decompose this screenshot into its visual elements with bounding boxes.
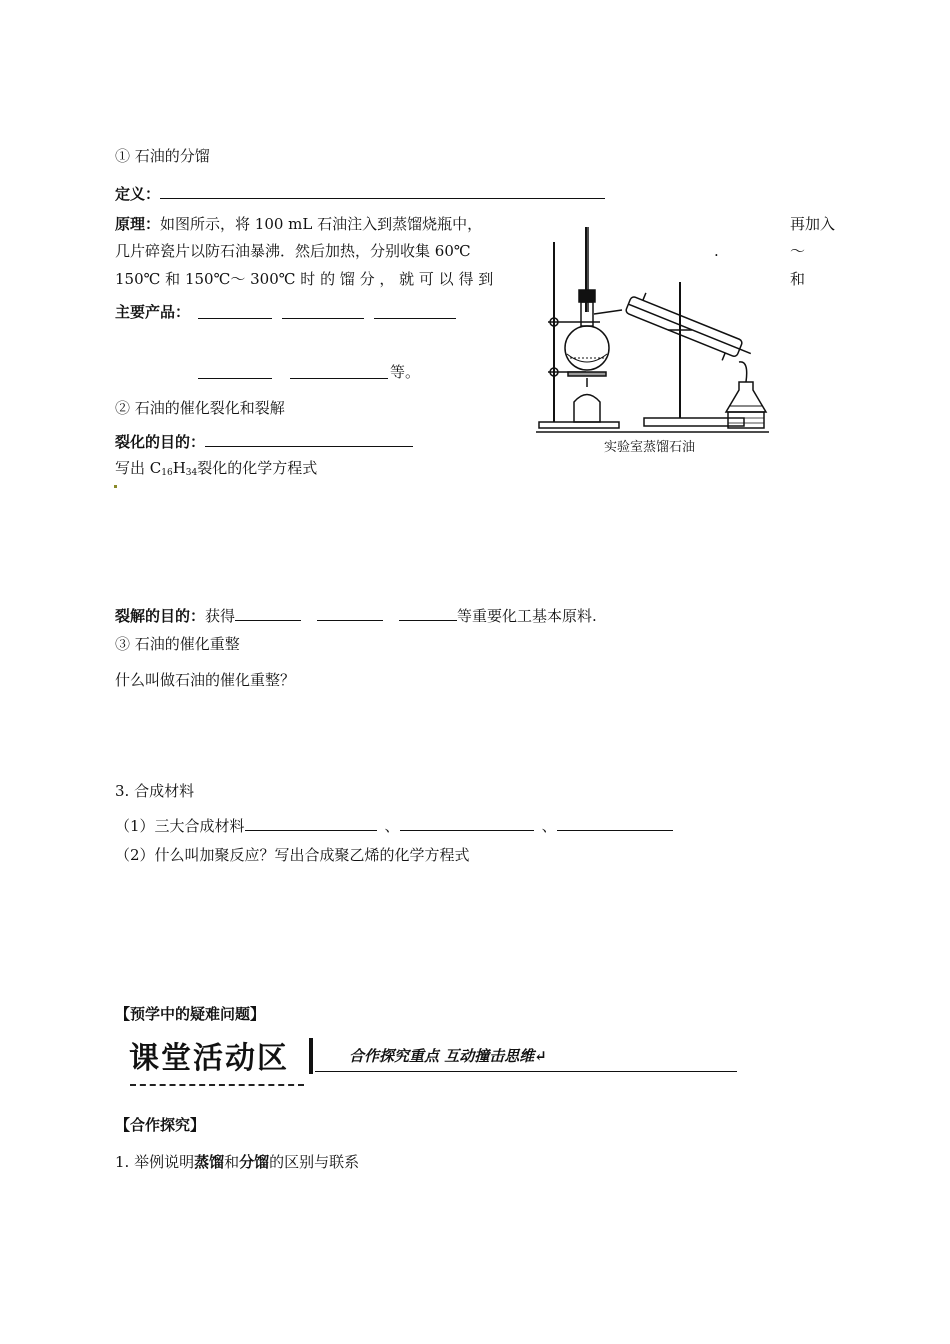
difficult-questions-title: 【预学中的疑难问题】 [115, 1005, 266, 1023]
principle-line-2-dot: . [714, 242, 719, 260]
principle-text-1: 如图所示，将 100 mL 石油注入到蒸馏烧瓶中， [160, 215, 483, 233]
reforming-question: 什么叫做石油的催化重整？ [115, 671, 296, 689]
product-blank-5[interactable] [290, 362, 388, 379]
synthetic-materials-item-2: （2）什么叫加聚反应？写出合成聚乙烯的化学方程式 [115, 846, 470, 864]
principle-line-3: 150℃ 和 150℃～ 300℃ 时 的 馏 分 ， 就 可 以 得 到 [115, 270, 494, 288]
receiving-flask [726, 382, 766, 412]
pyrolysis-blank-2[interactable] [317, 604, 383, 621]
q1-suffix: 的区别与联系 [269, 1153, 360, 1171]
formula-h: H [172, 459, 186, 477]
pyrolysis-text-end: 等重要化工基本原料. [457, 607, 597, 625]
product-blank-4[interactable] [198, 362, 272, 379]
banner-underline [315, 1071, 737, 1072]
definition-label: 定义： [115, 185, 161, 203]
banner-divider [309, 1038, 313, 1074]
separator-2: 、 [541, 817, 557, 835]
synthetic-materials-title: 3. 合成材料 [115, 782, 195, 800]
cracking-purpose-row [115, 430, 413, 452]
section-title-fractionation: ① 石油的分馏 [115, 147, 210, 165]
products-row [115, 302, 190, 322]
products-suffix: 等。 [390, 363, 421, 381]
section-title-cracking: ② 石油的催化裂化和裂解 [115, 399, 285, 417]
product-blank-1[interactable] [198, 302, 272, 319]
pyrolysis-text-start: 获得 [205, 607, 236, 625]
products-label: 主要产品： [115, 303, 191, 321]
pyrolysis-blank-1[interactable] [235, 604, 301, 621]
formula-c: 写出 C [115, 459, 162, 477]
product-blank-3[interactable] [374, 302, 456, 319]
material-blank-2[interactable] [400, 814, 534, 831]
banner-title: 课堂活动区 [129, 1041, 289, 1076]
q1-keyword-fractionation: 分馏 [239, 1153, 270, 1171]
cracking-purpose-label: 裂化的目的： [115, 433, 206, 451]
principle-label: 原理： [115, 215, 161, 233]
synthetic-materials-item-1 [115, 814, 673, 836]
principle-line-1-right: 再加入 [790, 215, 836, 233]
material-blank-3[interactable] [557, 814, 673, 831]
distillation-apparatus-figure [534, 222, 774, 458]
cooperative-question-1 [115, 1152, 359, 1172]
principle-line-2: 几片碎瓷片以防石油暴沸．然后加热，分别收集 60℃ [115, 242, 471, 260]
pyrolysis-row [115, 604, 597, 626]
principle-line-1 [115, 214, 482, 234]
q1-mid: 和 [224, 1153, 240, 1171]
banner-subtitle: 合作探究重点 互动撞击思维↵ [349, 1047, 547, 1065]
pyrolysis-blank-3[interactable] [399, 604, 457, 621]
separator-1: 、 [384, 817, 400, 835]
pyrolysis-label: 裂解的目的： [115, 607, 206, 625]
cracking-equation-prompt [115, 458, 317, 483]
definition-blank[interactable] [160, 182, 605, 199]
material-blank-1[interactable] [245, 814, 377, 831]
principle-line-3-right: 和 [790, 270, 806, 288]
classroom-activity-banner [125, 1036, 737, 1094]
figure-caption: 实验室蒸馏石油 [604, 440, 696, 455]
cooperative-inquiry-title: 【合作探究】 [115, 1116, 206, 1134]
definition-row [115, 182, 605, 204]
cracking-purpose-blank[interactable] [205, 430, 413, 447]
left-stand-base [539, 422, 619, 428]
distillation-flask [565, 326, 609, 370]
section-title-reforming: ③ 石油的催化重整 [115, 635, 240, 653]
alcohol-lamp [574, 395, 600, 423]
stray-mark [114, 485, 117, 488]
cracking-equation-text: 裂化的化学方程式 [197, 459, 318, 477]
formula-sub-16: 16 [161, 468, 173, 478]
formula-sub-34: 34 [185, 468, 198, 478]
q1-keyword-distillation: 蒸馏 [194, 1153, 225, 1171]
product-blank-2[interactable] [282, 302, 364, 319]
q1-prefix: 1. 举例说明 [115, 1153, 195, 1171]
principle-line-2-right: ～ [790, 242, 806, 260]
banner-dashed-underline [130, 1084, 304, 1086]
item-1-text: （1）三大合成材料 [115, 817, 245, 835]
